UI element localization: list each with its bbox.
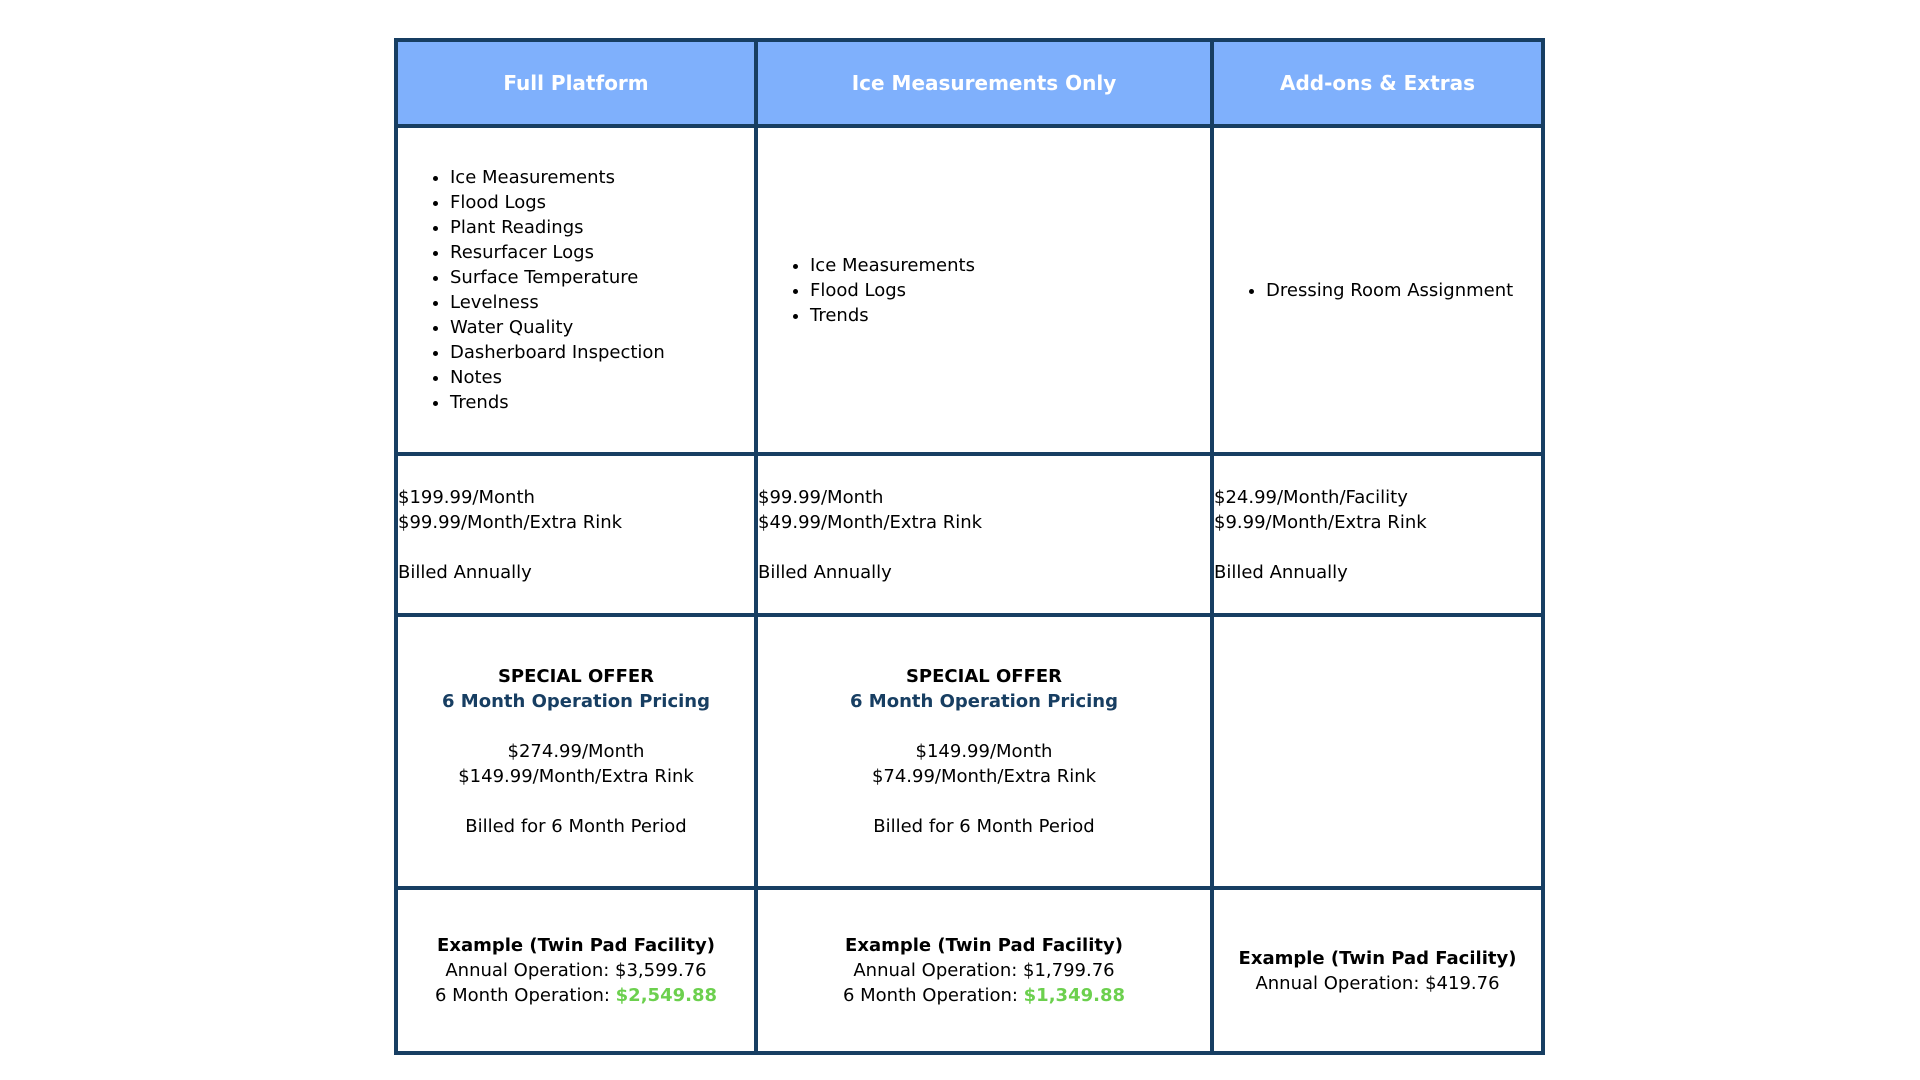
- header-ice-measurements-only: Ice Measurements Only: [756, 40, 1212, 126]
- feature-item: • Dasherboard Inspection: [450, 340, 754, 365]
- billing-note: Billed Annually: [1214, 561, 1348, 583]
- offer-monthly-price: $149.99/Month: [915, 741, 1053, 762]
- offer-title: SPECIAL OFFER: [905, 666, 1063, 687]
- pricing-table: [394, 38, 1545, 1055]
- six-month-operation-label: 6 Month Operation:: [842, 985, 1024, 1006]
- feature-item: • Ice Measurements: [450, 165, 754, 190]
- header-add-ons-extras: Add-ons & Extras: [1212, 40, 1543, 126]
- extra-rink-price: $49.99/Month/Extra Rink: [758, 511, 983, 533]
- six-month-operation-line: [758, 983, 1210, 1008]
- offer-cell-ice-measurements-only: [756, 615, 1212, 888]
- annual-operation-line: [398, 958, 754, 983]
- features-cell-ice-measurements-only: [756, 126, 1212, 454]
- pricing-cell-full-platform: [396, 454, 756, 615]
- extra-rink-price: $99.99/Month/Extra Rink: [398, 511, 623, 533]
- offer-subtitle: 6 Month Operation Pricing: [850, 691, 1118, 712]
- feature-item: • Resurfacer Logs: [450, 240, 754, 265]
- feature-item: • Plant Readings: [450, 215, 754, 240]
- feature-item: • Trends: [450, 390, 754, 415]
- features-cell-add-ons: [1212, 126, 1543, 454]
- feature-item: • Levelness: [450, 290, 754, 315]
- special-offer-row: [396, 615, 1543, 888]
- feature-item: • Flood Logs: [810, 278, 1210, 303]
- offer-billing-note: Billed for 6 Month Period: [465, 816, 687, 837]
- feature-list: [1214, 278, 1541, 303]
- feature-list: [398, 165, 754, 415]
- annual-operation-line: [758, 958, 1210, 983]
- offer-title: SPECIAL OFFER: [497, 666, 655, 687]
- annual-operation-value: $3,599.76: [615, 960, 707, 981]
- feature-item: • Dressing Room Assignment: [1266, 278, 1541, 303]
- feature-item: • Surface Temperature: [450, 265, 754, 290]
- feature-item: • Flood Logs: [450, 190, 754, 215]
- offer-monthly-price: $274.99/Month: [507, 741, 645, 762]
- six-month-operation-label: 6 Month Operation:: [434, 985, 616, 1006]
- feature-item: • Notes: [450, 365, 754, 390]
- monthly-price: $99.99/Month: [758, 486, 884, 508]
- extra-rink-price: $9.99/Month/Extra Rink: [1214, 511, 1427, 533]
- annual-operation-value: $419.76: [1425, 972, 1500, 994]
- annual-operation-label: Annual Operation:: [1255, 972, 1426, 994]
- features-row: [396, 126, 1543, 454]
- offer-extra-rink-price: $74.99/Month/Extra Rink: [871, 766, 1097, 787]
- annual-operation-label: Annual Operation:: [853, 960, 1024, 981]
- header-full-platform: Full Platform: [396, 40, 756, 126]
- pricing-cell-add-ons: [1212, 454, 1543, 615]
- example-cell-full-platform: [396, 888, 756, 1053]
- example-title: Example (Twin Pad Facility): [845, 935, 1123, 956]
- billing-note: Billed Annually: [758, 561, 892, 583]
- monthly-price: $199.99/Month: [398, 486, 535, 508]
- annual-operation-value: $1,799.76: [1023, 960, 1115, 981]
- monthly-price: $24.99/Month/Facility: [1214, 486, 1408, 508]
- feature-list: [758, 253, 1210, 328]
- pricing-row: [396, 454, 1543, 615]
- offer-billing-note: Billed for 6 Month Period: [873, 816, 1095, 837]
- six-month-operation-line: [398, 983, 754, 1008]
- offer-subtitle: 6 Month Operation Pricing: [442, 691, 710, 712]
- six-month-operation-value: $1,349.88: [1023, 985, 1126, 1006]
- header-row: [396, 40, 1543, 126]
- annual-operation-line: [1214, 971, 1541, 996]
- billing-note: Billed Annually: [398, 561, 532, 583]
- feature-item: • Water Quality: [450, 315, 754, 340]
- features-cell-full-platform: [396, 126, 756, 454]
- example-title: Example (Twin Pad Facility): [1238, 947, 1517, 969]
- example-cell-add-ons: [1212, 888, 1543, 1053]
- annual-operation-label: Annual Operation:: [445, 960, 616, 981]
- six-month-operation-value: $2,549.88: [615, 985, 718, 1006]
- pricing-cell-ice-measurements-only: [756, 454, 1212, 615]
- offer-cell-full-platform: [396, 615, 756, 888]
- example-row: [396, 888, 1543, 1053]
- example-cell-ice-measurements-only: [756, 888, 1212, 1053]
- offer-extra-rink-price: $149.99/Month/Extra Rink: [458, 766, 694, 787]
- feature-item: • Ice Measurements: [810, 253, 1210, 278]
- feature-item: • Trends: [810, 303, 1210, 328]
- example-title: Example (Twin Pad Facility): [437, 935, 715, 956]
- offer-cell-add-ons-empty: [1212, 615, 1543, 888]
